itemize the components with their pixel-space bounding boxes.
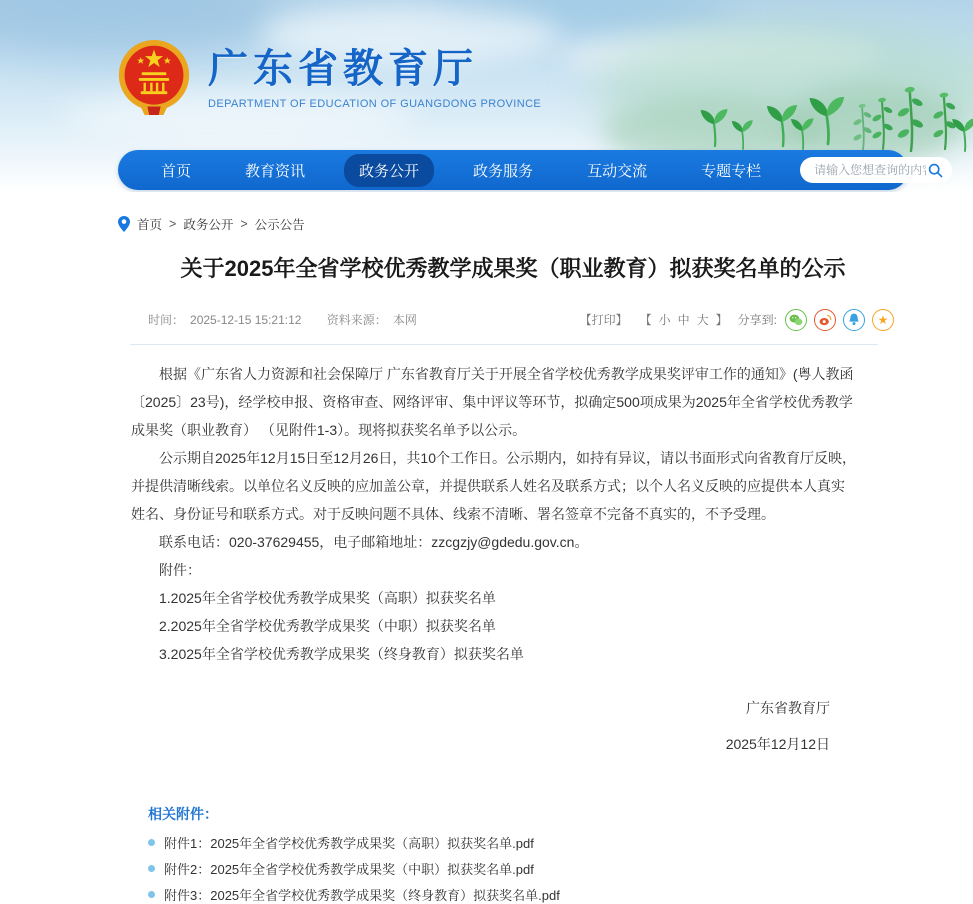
site-title: 广东省教育厅 bbox=[208, 46, 478, 91]
font-size-bracket-close: 】 bbox=[715, 313, 728, 328]
breadcrumb bbox=[118, 215, 973, 233]
attachment-1-link[interactable]: 附件1：2025年全省学校优秀教学成果奖（高职）拟获奖名单.pdf bbox=[164, 835, 534, 851]
attachment-line: 1.2025年全省学校优秀教学成果奖（高职）拟获奖名单 bbox=[159, 589, 496, 606]
breadcrumb-separator: > bbox=[169, 217, 177, 231]
meta-source-label: 资料来源： bbox=[326, 313, 387, 328]
font-size-small-button[interactable]: 小 bbox=[658, 313, 671, 328]
nav-item-special-columns[interactable]: 专题专栏 bbox=[701, 162, 762, 180]
attachment-line: 3.2025年全省学校优秀教学成果奖（终身教育）拟获奖名单 bbox=[159, 645, 524, 662]
wechat-share-icon[interactable] bbox=[785, 309, 807, 331]
bullet-icon bbox=[148, 839, 155, 846]
share-icons bbox=[785, 309, 894, 331]
nav-item-government-services[interactable]: 政务服务 bbox=[473, 162, 534, 180]
meta-source-value: 本网 bbox=[392, 313, 417, 328]
article-title: 关于2025年全省学校优秀教学成果奖（职业教育）拟获奖名单的公示 bbox=[180, 256, 846, 281]
brand-text bbox=[208, 47, 541, 110]
nav-item-education-news[interactable]: 教育资讯 bbox=[245, 162, 306, 180]
breadcrumb-separator: > bbox=[240, 217, 248, 231]
related-attachments-heading: 相关附件： bbox=[148, 805, 218, 822]
article-signature bbox=[131, 694, 858, 758]
breadcrumb-home[interactable]: 首页 bbox=[137, 218, 163, 232]
site-banner bbox=[0, 0, 973, 192]
main-nav bbox=[118, 150, 908, 190]
weibo-share-icon[interactable] bbox=[814, 309, 836, 331]
attachment-3-link[interactable]: 附件3：2025年全省学校优秀教学成果奖（终身教育）拟获奖名单.pdf bbox=[164, 887, 560, 903]
bullet-icon bbox=[148, 865, 155, 872]
attachment-line: 2.2025年全省学校优秀教学成果奖（中职）拟获奖名单 bbox=[159, 617, 496, 634]
article-paragraph: 根据《广东省人力资源和社会保障厅 广东省教育厅关于开展全省学校优秀教学成果奖评审工作的通知》(粤人教函〔2025〕23号)，经学校申报、资格审查、网络评审、集中评议等环节，拟确定500项成果为2025年全省学校优秀教学成果奖（职业教育） （见附件1-3）。现将拟获奖名单予以公示。 bbox=[131, 365, 854, 438]
location-pin-icon bbox=[118, 216, 130, 232]
font-size-large-button[interactable]: 大 bbox=[696, 313, 709, 328]
meta-time-value: 2025-12-15 15:21:12 bbox=[190, 313, 302, 328]
print-button[interactable]: 【打印】 bbox=[579, 313, 628, 328]
sprout-plants-decoration bbox=[673, 56, 973, 152]
attachment-2-link[interactable]: 附件2：2025年全省学校优秀教学成果奖（中职）拟获奖名单.pdf bbox=[164, 861, 534, 877]
site-subtitle: DEPARTMENT OF EDUCATION OF GUANGDONG PROVINCE bbox=[208, 97, 542, 110]
related-file-item bbox=[148, 833, 973, 852]
article-paragraph: 公示期自2025年12月15日至12月26日，共10个工作日。公示期内，如持有异议，请以书面形式向省教育厅反映，并提供清晰线索。以单位名义反映的应加盖公章，并提供联系人姓名及联系方式；以个人名义反映的应提供本人真实姓名、身份证号和联系方式。对于反映问题不具体、线索不清晰、署名签章不完备不真实的，不予受理。 bbox=[131, 449, 857, 522]
share-label: 分享到: bbox=[737, 313, 777, 328]
meta-divider bbox=[130, 344, 878, 345]
nav-item-home[interactable]: 首页 bbox=[161, 162, 192, 180]
related-file-item bbox=[148, 885, 973, 904]
site-brand[interactable] bbox=[116, 38, 541, 118]
signature-organization: 广东省教育厅 bbox=[746, 699, 830, 716]
article-meta-right bbox=[580, 309, 894, 331]
article-body bbox=[131, 360, 858, 758]
article-meta-left bbox=[148, 311, 423, 328]
breadcrumb-announcements[interactable]: 公示公告 bbox=[254, 218, 305, 232]
nav-item-interaction[interactable]: 互动交流 bbox=[587, 162, 648, 180]
national-emblem-logo bbox=[116, 38, 192, 118]
related-file-item bbox=[148, 859, 973, 878]
favorite-share-icon[interactable]: ★ bbox=[872, 309, 894, 331]
bullet-icon bbox=[148, 891, 155, 898]
search-box bbox=[800, 157, 952, 183]
article-contact: 联系电话：020-37629455，电子邮箱地址：zzcgzjy@gdedu.gov.cn。 bbox=[159, 533, 589, 550]
search-input[interactable] bbox=[812, 162, 928, 178]
nav-item-government-affairs[interactable]: 政务公开 bbox=[344, 154, 434, 187]
related-attachments bbox=[148, 804, 973, 904]
qq-share-icon[interactable] bbox=[843, 309, 865, 331]
signature-date: 2025年12月12日 bbox=[725, 735, 830, 752]
meta-time-label: 时间： bbox=[148, 313, 185, 328]
font-size-controls bbox=[640, 311, 728, 328]
search-icon[interactable] bbox=[928, 163, 943, 178]
font-size-medium-button[interactable]: 中 bbox=[677, 313, 690, 328]
font-size-bracket-open: 【 bbox=[639, 313, 652, 328]
breadcrumb-government-affairs[interactable]: 政务公开 bbox=[183, 218, 234, 232]
article-meta bbox=[118, 309, 908, 331]
related-attachments-list bbox=[148, 833, 973, 904]
attachments-intro: 附件： bbox=[159, 561, 201, 578]
